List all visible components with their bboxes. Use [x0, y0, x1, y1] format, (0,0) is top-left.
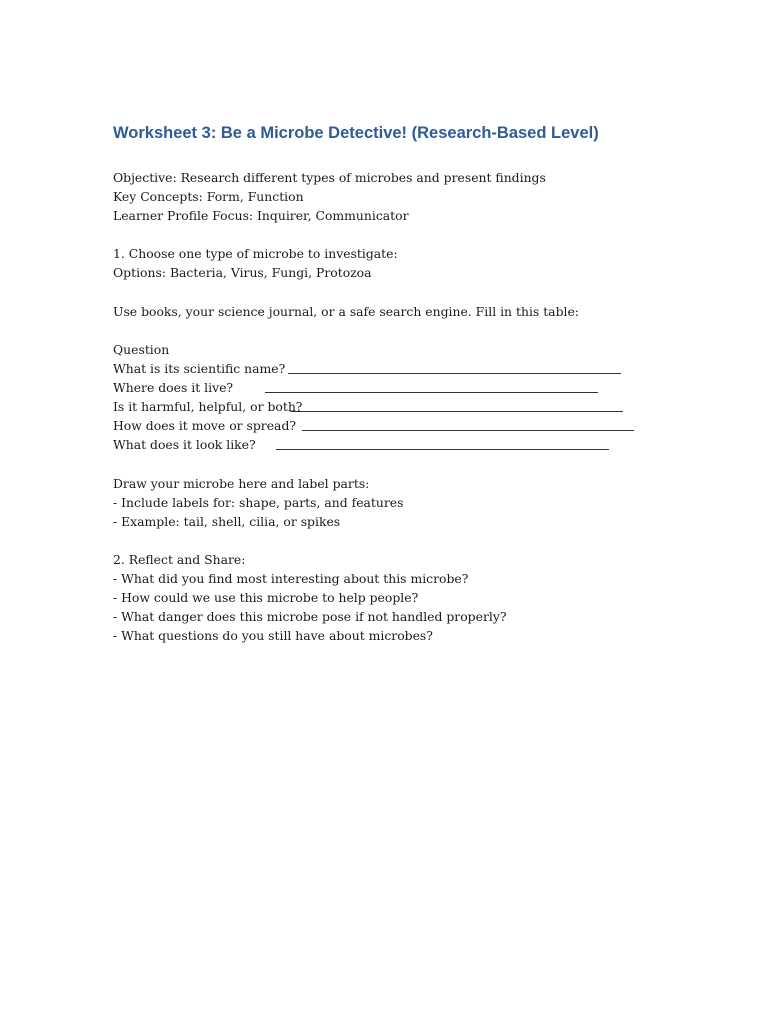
section1-heading: 1. Choose one type of microbe to investigate:	[113, 246, 398, 262]
spacer	[113, 531, 713, 550]
section2-heading: 2. Reflect and Share:	[113, 551, 246, 567]
drawing-item: - Include labels for: shape, parts, and features	[113, 494, 404, 510]
answer-blank[interactable]	[265, 392, 598, 393]
question-label: What is its scientific name?	[113, 360, 286, 376]
reflect-item: - How could we use this microbe to help people?	[113, 590, 419, 606]
reflect-item: - What did you find most interesting about this microbe?	[113, 570, 469, 586]
answer-blank[interactable]	[276, 449, 609, 450]
table-header: Question	[113, 341, 170, 357]
instructions-text: Use books, your science journal, or a safe search engine. Fill in this table:	[113, 303, 579, 319]
question-label: Is it harmful, helpful, or both?	[113, 399, 303, 415]
spacer	[113, 454, 713, 473]
question-label: Where does it live?	[113, 380, 234, 396]
reflect-item: - What questions do you still have about microbes?	[113, 628, 433, 644]
question-row	[113, 435, 713, 454]
page-title: Worksheet 3: Be a Microbe Detective! (Research-Based Level)	[113, 124, 599, 142]
reflect-item: - What danger does this microbe pose if not handled properly?	[113, 609, 507, 625]
key-concepts-text: Key Concepts: Form, Function	[113, 189, 304, 205]
question-row	[113, 378, 713, 397]
section1-options: Options: Bacteria, Virus, Fungi, Protozoa	[113, 265, 372, 281]
question-row	[113, 359, 713, 378]
drawing-item: - Example: tail, shell, cilia, or spikes	[113, 513, 341, 529]
question-label: What does it look like?	[113, 437, 256, 453]
answer-blank[interactable]	[302, 430, 634, 431]
spacer	[113, 283, 713, 302]
question-row	[113, 416, 713, 435]
question-row	[113, 397, 713, 416]
learner-profile-text: Learner Profile Focus: Inquirer, Communicator	[113, 208, 409, 224]
answer-blank[interactable]	[288, 373, 621, 374]
worksheet-body	[113, 168, 713, 645]
spacer	[113, 321, 713, 340]
question-label: How does it move or spread?	[113, 418, 297, 434]
spacer	[113, 225, 713, 244]
drawing-heading: Draw your microbe here and label parts:	[113, 475, 370, 491]
objective-text: Objective: Research different types of microbes and present findings	[113, 170, 546, 185]
answer-blank[interactable]	[290, 411, 623, 412]
